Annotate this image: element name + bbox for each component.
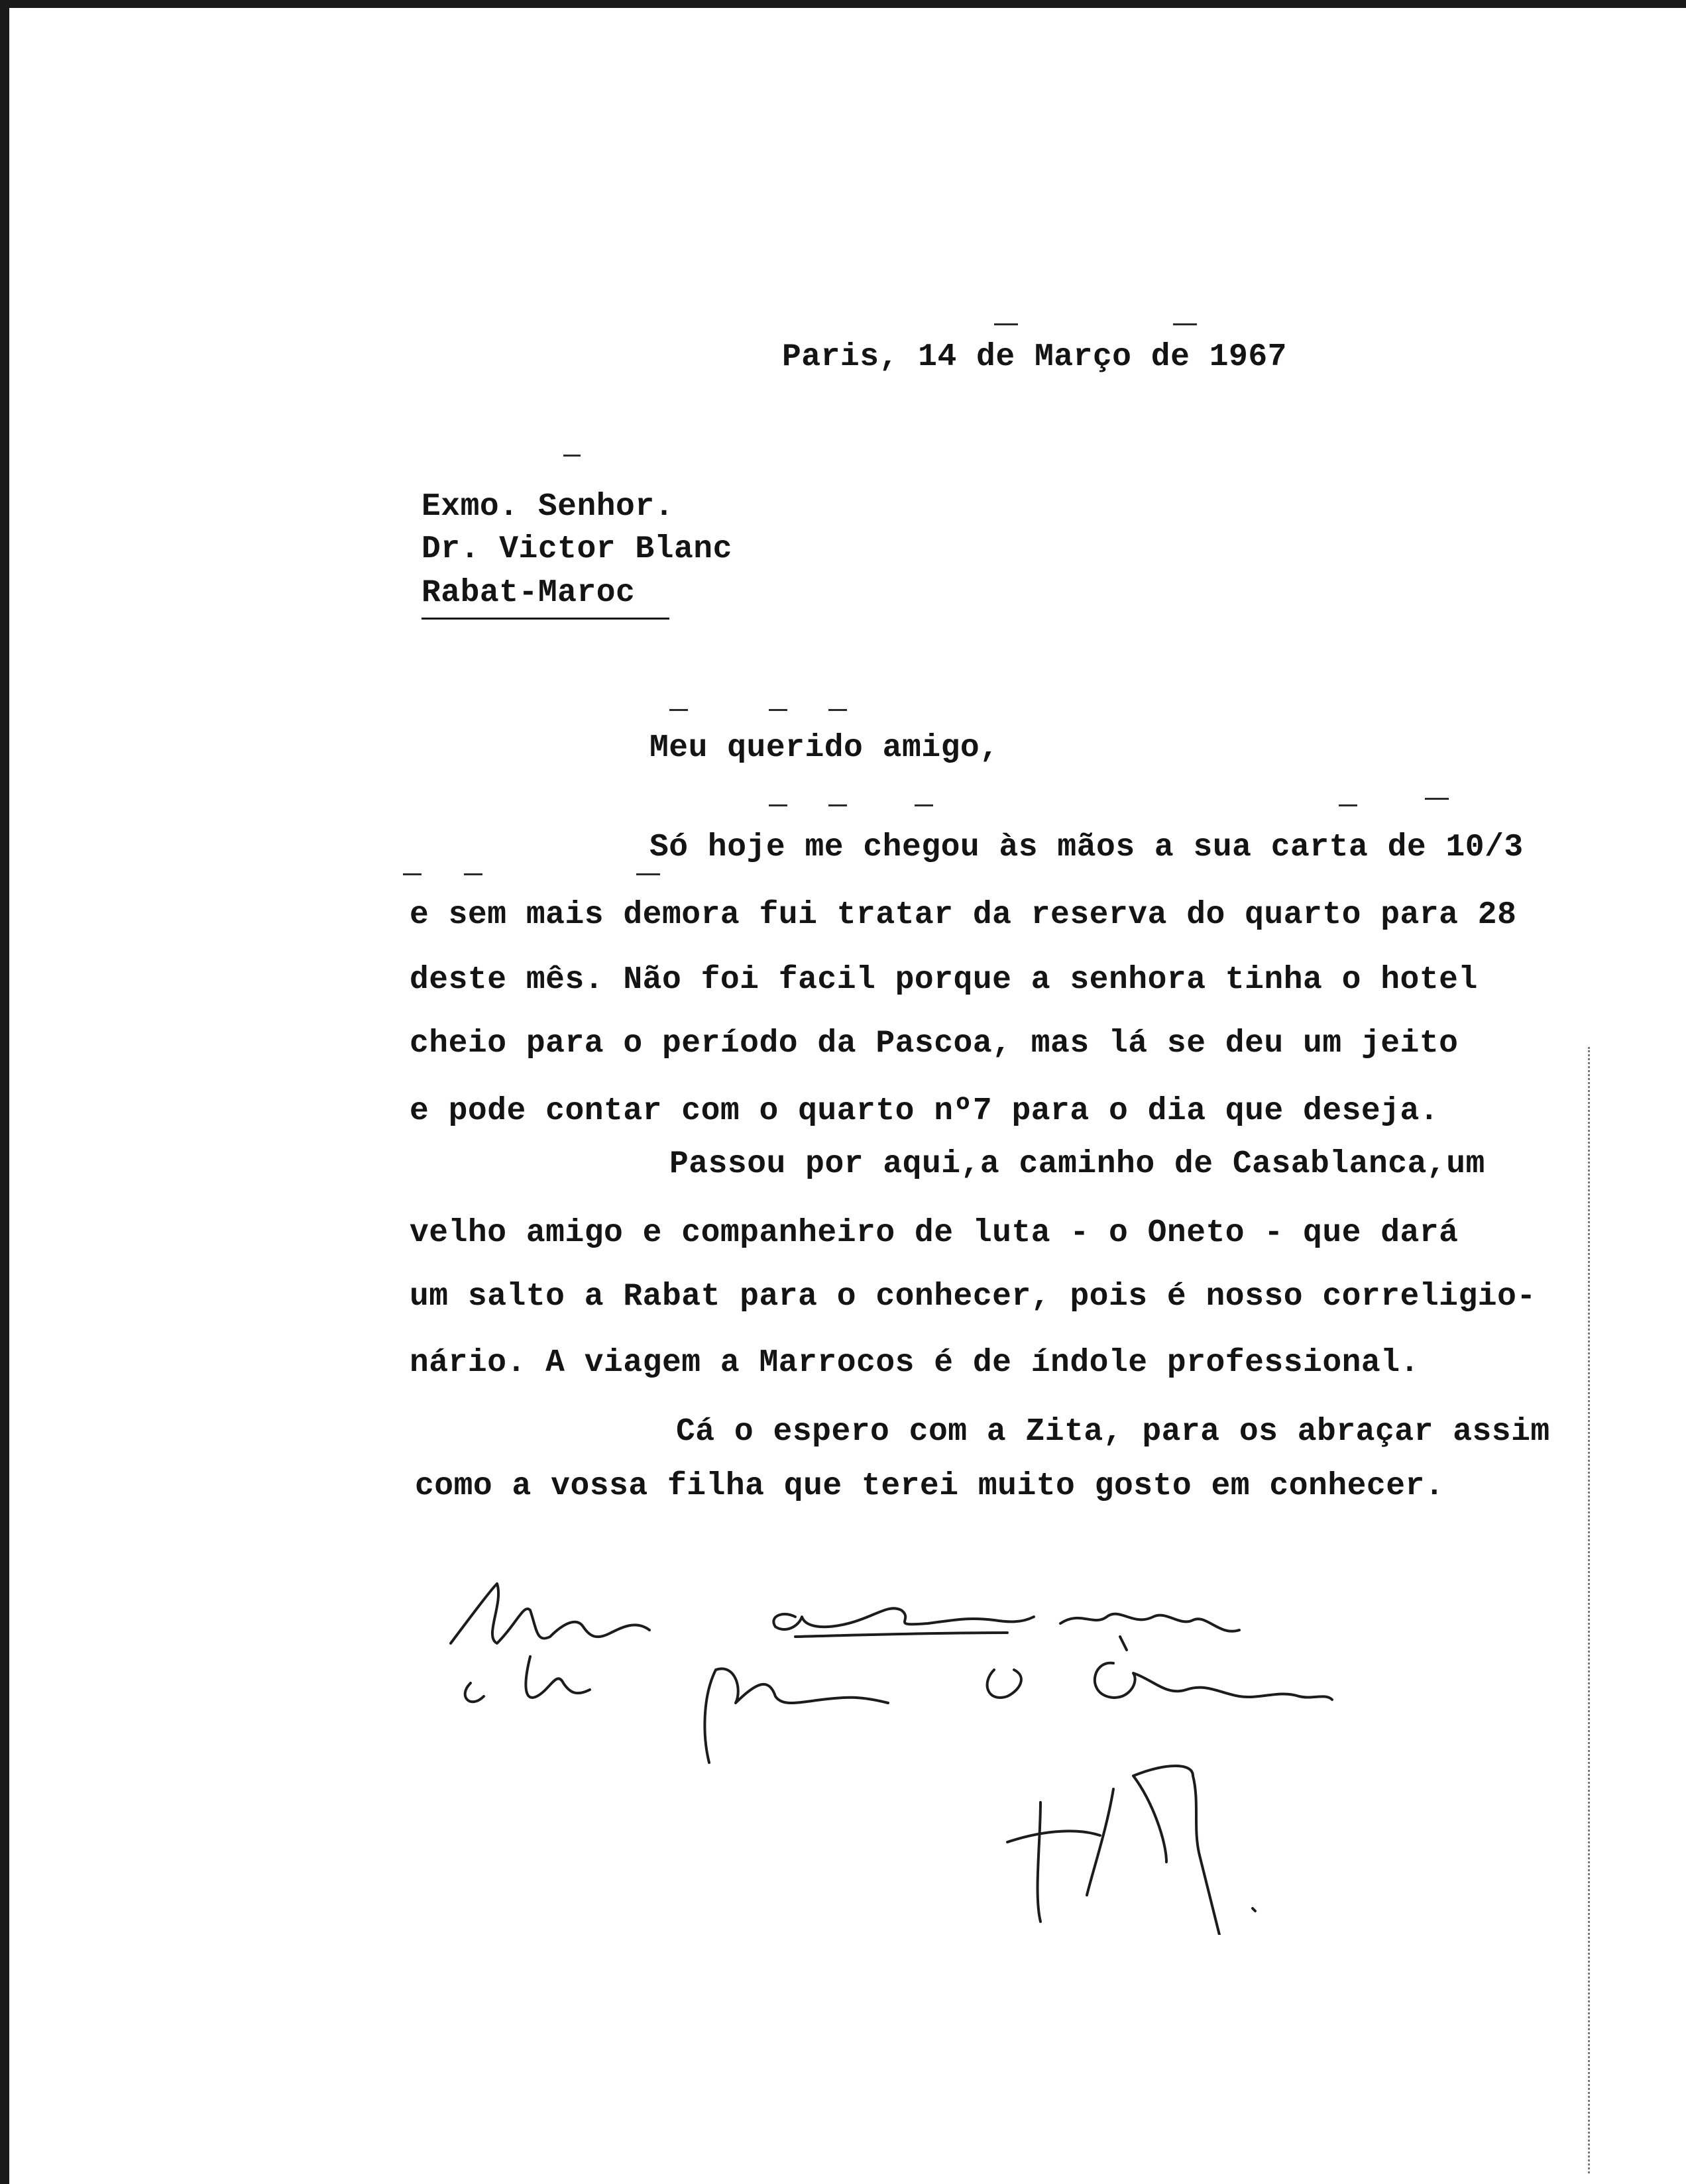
- signature-stroke: [465, 1683, 484, 1702]
- accent-mark: [563, 455, 581, 457]
- signature-stroke: [451, 1584, 649, 1643]
- body-line-2: e sem mais demora fui tratar da reserva do quarto para 28: [410, 897, 1517, 933]
- body-line-6: Passou por aqui,a caminho de Casablanca,um: [669, 1146, 1485, 1182]
- body-line-4: cheio para o período da Pascoa, mas lá se deu um jeito: [410, 1026, 1459, 1062]
- addressee-location: Rabat-Maroc: [422, 575, 636, 611]
- body-line-9: nário. A viagem a Marrocos é de índole professional.: [410, 1345, 1420, 1381]
- body-line-5: e pode contar com o quarto nº7 para o dia que deseja.: [410, 1093, 1439, 1129]
- body-line-3: deste mês. Não foi facil porque a senhora tinha o hotel: [410, 962, 1478, 998]
- addressee-name: Dr. Victor Blanc: [422, 531, 732, 567]
- addressee-underline: [422, 618, 669, 620]
- body-line-11: como a vossa filha que terei muito gosto em conhecer.: [415, 1468, 1445, 1504]
- salutation: Meu querido amigo,: [649, 730, 999, 766]
- accent-mark: [769, 709, 787, 711]
- accent-mark: [1173, 323, 1197, 325]
- signature-stroke: [1095, 1663, 1332, 1700]
- scan-right-edge: [1588, 1047, 1592, 2173]
- body-line-7: velho amigo e companheiro de luta - o Oneto - que dará: [410, 1215, 1459, 1251]
- handwritten-signature: [424, 1564, 1445, 1935]
- signature-stroke: [1007, 1789, 1113, 1922]
- letter-date: Paris, 14 de Março de 1967: [782, 339, 1287, 375]
- accent-mark: [1425, 798, 1449, 800]
- accent-mark: [669, 709, 688, 711]
- addressee-title: Exmo. Senhor.: [422, 489, 674, 525]
- scan-left-edge: [0, 0, 9, 2184]
- signature-stroke: [1253, 1908, 1255, 1911]
- signature-stroke: [795, 1633, 1007, 1637]
- scan-top-edge: [0, 0, 1686, 8]
- accent-mark: [915, 804, 933, 806]
- accent-mark: [828, 804, 847, 806]
- accent-mark: [636, 873, 660, 875]
- signature-stroke: [987, 1670, 1021, 1698]
- signature-stroke: [1060, 1614, 1239, 1631]
- signature-stroke: [526, 1657, 590, 1698]
- accent-mark: [1339, 804, 1357, 806]
- signature-stroke: [1133, 1766, 1219, 1935]
- accent-mark: [828, 709, 847, 711]
- accent-mark: [994, 323, 1018, 325]
- signature-stroke: [704, 1668, 888, 1763]
- accent-mark: [403, 873, 422, 875]
- signature-stroke: [1120, 1637, 1127, 1650]
- signature-stroke: [773, 1608, 1034, 1629]
- accent-mark: [769, 804, 787, 806]
- body-line-10: Cá o espero com a Zita, para os abraçar assim: [676, 1414, 1550, 1450]
- accent-mark: [464, 873, 482, 875]
- body-line-8: um salto a Rabat para o conhecer, pois é nosso correligio-: [410, 1279, 1536, 1315]
- body-line-1: Só hoje me chegou às mãos a sua carta de 10/3: [649, 830, 1524, 865]
